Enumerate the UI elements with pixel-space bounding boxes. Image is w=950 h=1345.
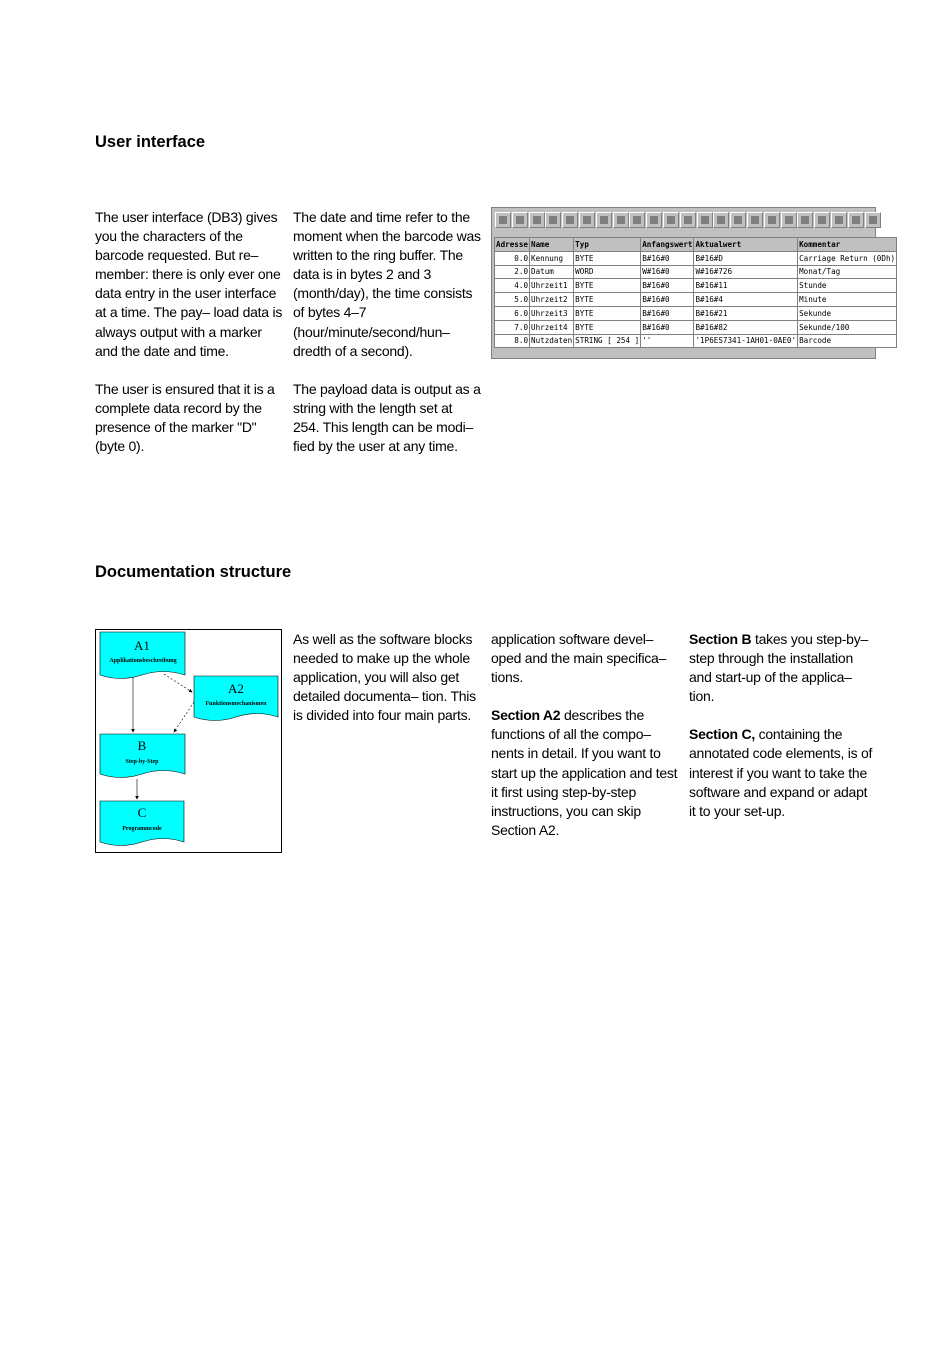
table-cell: Carriage Return (0Dh) xyxy=(798,251,897,265)
table-cell: BYTE xyxy=(574,279,641,293)
paste-icon xyxy=(717,216,725,224)
flow-c-subtitle: Programmcode xyxy=(122,826,162,832)
table-cell: Uhrzeit2 xyxy=(530,293,574,307)
section-c-text: containing the annotated code elements, is of interest if you want to take the software and expand or adapt it to your set-up. xyxy=(689,726,873,819)
doc-col4-paragraph-2 xyxy=(689,725,877,820)
section-a2-label: Section A2 xyxy=(491,707,561,724)
flow-a1-title: A1 xyxy=(134,638,150,653)
flow-c-title: C xyxy=(137,805,147,820)
section-c-label: Section C, xyxy=(689,726,755,743)
toolbar-btn-22-icon xyxy=(852,216,860,224)
toolbar-btn-6[interactable] xyxy=(579,212,595,228)
new-doc-icon[interactable] xyxy=(596,212,612,228)
table-row[interactable] xyxy=(495,334,897,348)
redo-icon xyxy=(751,216,759,224)
paste-icon[interactable] xyxy=(713,212,729,228)
ui-text-column-2 xyxy=(293,208,481,456)
undo-icon[interactable] xyxy=(730,212,746,228)
column-header: Adresse xyxy=(495,238,530,252)
table-cell: BYTE xyxy=(574,320,641,334)
table-row[interactable] xyxy=(495,279,897,293)
column-header: Name xyxy=(530,238,574,252)
table-cell: STRING [ 254 ] xyxy=(574,334,641,348)
help-icon[interactable] xyxy=(814,212,830,228)
toolbar-btn-21-icon xyxy=(835,216,843,224)
table-cell: 6.0 xyxy=(495,306,530,320)
column-header: Aktualwert xyxy=(694,238,798,252)
save-as-icon xyxy=(633,216,641,224)
open-folder-icon[interactable] xyxy=(613,212,629,228)
window-icon xyxy=(801,216,809,224)
table-row[interactable] xyxy=(495,293,897,307)
toolbar-btn-22[interactable] xyxy=(848,212,864,228)
table-row[interactable] xyxy=(495,251,897,265)
user-interface-heading: User interface xyxy=(95,133,206,151)
toolbar-btn-3-icon xyxy=(533,216,541,224)
copy-icon xyxy=(701,216,709,224)
section-b-label: Section B xyxy=(689,631,752,647)
table-row[interactable] xyxy=(495,306,897,320)
pointer-icon[interactable] xyxy=(865,212,881,228)
table-cell: BYTE xyxy=(574,293,641,307)
db-table-header xyxy=(495,238,897,252)
table-cell: B#16#11 xyxy=(694,279,798,293)
toolbar-btn-4[interactable] xyxy=(545,212,561,228)
table-cell: W#16#0 xyxy=(641,265,694,279)
doc-text-column-3 xyxy=(491,630,679,840)
table-cell: B#16#D xyxy=(694,251,798,265)
open-folder-icon xyxy=(617,216,625,224)
monitor-icon xyxy=(785,216,793,224)
ui-col1-paragraph-1: The user interface (DB3) gives you the characters of the barcode requested. But re– member: there is only ever one data entry in the user interface at a time. The pay– load data is always output with a marker and the date and time. xyxy=(95,209,283,359)
table-cell: Sekunde xyxy=(798,306,897,320)
print-icon xyxy=(667,216,675,224)
save-as-icon[interactable] xyxy=(629,212,645,228)
print-icon[interactable] xyxy=(663,212,679,228)
table-cell: Kennung xyxy=(530,251,574,265)
table-cell: 4.0 xyxy=(495,279,530,293)
table-cell: Nutzdaten xyxy=(530,334,574,348)
table-cell: B#16#0 xyxy=(641,279,694,293)
db-editor-toolbar xyxy=(493,210,893,232)
ui-text-column-1 xyxy=(95,208,285,456)
column-header: Kommentar xyxy=(798,238,897,252)
table-cell: BYTE xyxy=(574,251,641,265)
toolbar-btn-2-icon xyxy=(516,216,524,224)
table-cell: B#16#21 xyxy=(694,306,798,320)
copy-icon[interactable] xyxy=(697,212,713,228)
table-cell: B#16#0 xyxy=(641,251,694,265)
toolbar-btn-6-icon xyxy=(583,216,591,224)
doc-col4-paragraph-1 xyxy=(689,630,877,706)
table-cell: Uhrzeit1 xyxy=(530,279,574,293)
check-icon xyxy=(768,216,776,224)
doc-col3-paragraph-2 xyxy=(491,706,679,840)
ui-col2-paragraph-2: The payload data is output as a string with the length set at 254. This length can be modi– fied by the user at any time. xyxy=(293,380,481,455)
documentation-flow-diagram xyxy=(95,629,282,853)
table-cell: B#16#0 xyxy=(641,306,694,320)
table-cell: W#16#726 xyxy=(694,265,798,279)
table-cell: B#16#0 xyxy=(641,320,694,334)
save-icon xyxy=(650,216,658,224)
db3-screenshot xyxy=(491,207,896,359)
table-cell: 2.0 xyxy=(495,265,530,279)
toolbar-btn-5[interactable] xyxy=(562,212,578,228)
cut-icon xyxy=(684,216,692,224)
monitor-icon[interactable] xyxy=(781,212,797,228)
save-icon[interactable] xyxy=(646,212,662,228)
table-row[interactable] xyxy=(495,320,897,334)
flow-a2-subtitle: Funktionsmechanismen xyxy=(205,701,267,707)
table-cell: Sekunde/100 xyxy=(798,320,897,334)
table-cell: 8.0 xyxy=(495,334,530,348)
section-b-text: takes you step-by– step through the installation and start-up of the applica– tion. xyxy=(689,631,868,705)
check-icon[interactable] xyxy=(764,212,780,228)
flow-svg xyxy=(96,630,283,854)
table-cell: B#16#82 xyxy=(694,320,798,334)
doc-col3-paragraph-1: application software devel– oped and the main specifica– tions. xyxy=(491,631,667,686)
table-row[interactable] xyxy=(495,265,897,279)
table-cell: Uhrzeit4 xyxy=(530,320,574,334)
table-cell: '1P6ES7341-1AH01-0AE0' xyxy=(694,334,798,348)
db3-table xyxy=(494,237,897,348)
arrow-a1-to-a2 xyxy=(164,674,192,692)
doc-text-column-4 xyxy=(689,630,877,821)
table-cell: Minute xyxy=(798,293,897,307)
column-header: Typ xyxy=(574,238,641,252)
toolbar-btn-21[interactable] xyxy=(831,212,847,228)
table-cell: 7.0 xyxy=(495,320,530,334)
ui-col1-paragraph-2: The user is ensured that it is a complete data record by the presence of the marker "D" (byte 0). xyxy=(95,380,275,455)
pointer-icon xyxy=(869,216,877,224)
undo-icon xyxy=(734,216,742,224)
new-doc-icon xyxy=(600,216,608,224)
table-cell: Uhrzeit3 xyxy=(530,306,574,320)
toolbar-btn-4-icon xyxy=(549,216,557,224)
toolbar-btn-5-icon xyxy=(566,216,574,224)
arrow-a2-to-b xyxy=(174,702,194,732)
toolbar-btn-1-icon xyxy=(499,216,507,224)
section-a2-text: describes the functions of all the compo– nents in detail. If you want to start up the application and test it first using step-by-step instructions, you can skip Section A2. xyxy=(491,707,678,838)
table-cell: BYTE xyxy=(574,306,641,320)
table-cell: B#16#0 xyxy=(641,293,694,307)
cut-icon[interactable] xyxy=(680,212,696,228)
table-cell: 0.0 xyxy=(495,251,530,265)
redo-icon[interactable] xyxy=(747,212,763,228)
toolbar-btn-1[interactable] xyxy=(495,212,511,228)
table-cell: Monat/Tag xyxy=(798,265,897,279)
table-cell: '' xyxy=(641,334,694,348)
doc-text-column-2 xyxy=(293,630,481,725)
flow-a2-title: A2 xyxy=(228,681,244,696)
table-cell: Datum xyxy=(530,265,574,279)
column-header: Anfangswert xyxy=(641,238,694,252)
table-cell: 5.0 xyxy=(495,293,530,307)
doc-col2-paragraph: As well as the software blocks needed to make up the whole application, you will also get detailed documenta– tion. This is divided into four main parts. xyxy=(293,631,476,724)
table-cell: Stunde xyxy=(798,279,897,293)
help-icon xyxy=(818,216,826,224)
flow-b-title: B xyxy=(137,738,147,753)
table-cell: B#16#4 xyxy=(694,293,798,307)
table-cell: Barcode xyxy=(798,334,897,348)
toolbar-btn-3[interactable] xyxy=(529,212,545,228)
flow-b-subtitle: Step-by-Step xyxy=(125,759,159,765)
table-cell: WORD xyxy=(574,265,641,279)
window-icon[interactable] xyxy=(797,212,813,228)
flow-a1-subtitle: Applikationsbeschreibung xyxy=(109,658,177,664)
documentation-structure-heading: Documentation structure xyxy=(95,563,292,581)
ui-col2-paragraph-1: The date and time refer to the moment when the barcode was written to the ring buffer. The data is in bytes 2 and 3 (month/day), the time consists of bytes 4–7 (hour/minute/second/hun– dredth of a second). xyxy=(293,209,481,359)
toolbar-btn-2[interactable] xyxy=(512,212,528,228)
